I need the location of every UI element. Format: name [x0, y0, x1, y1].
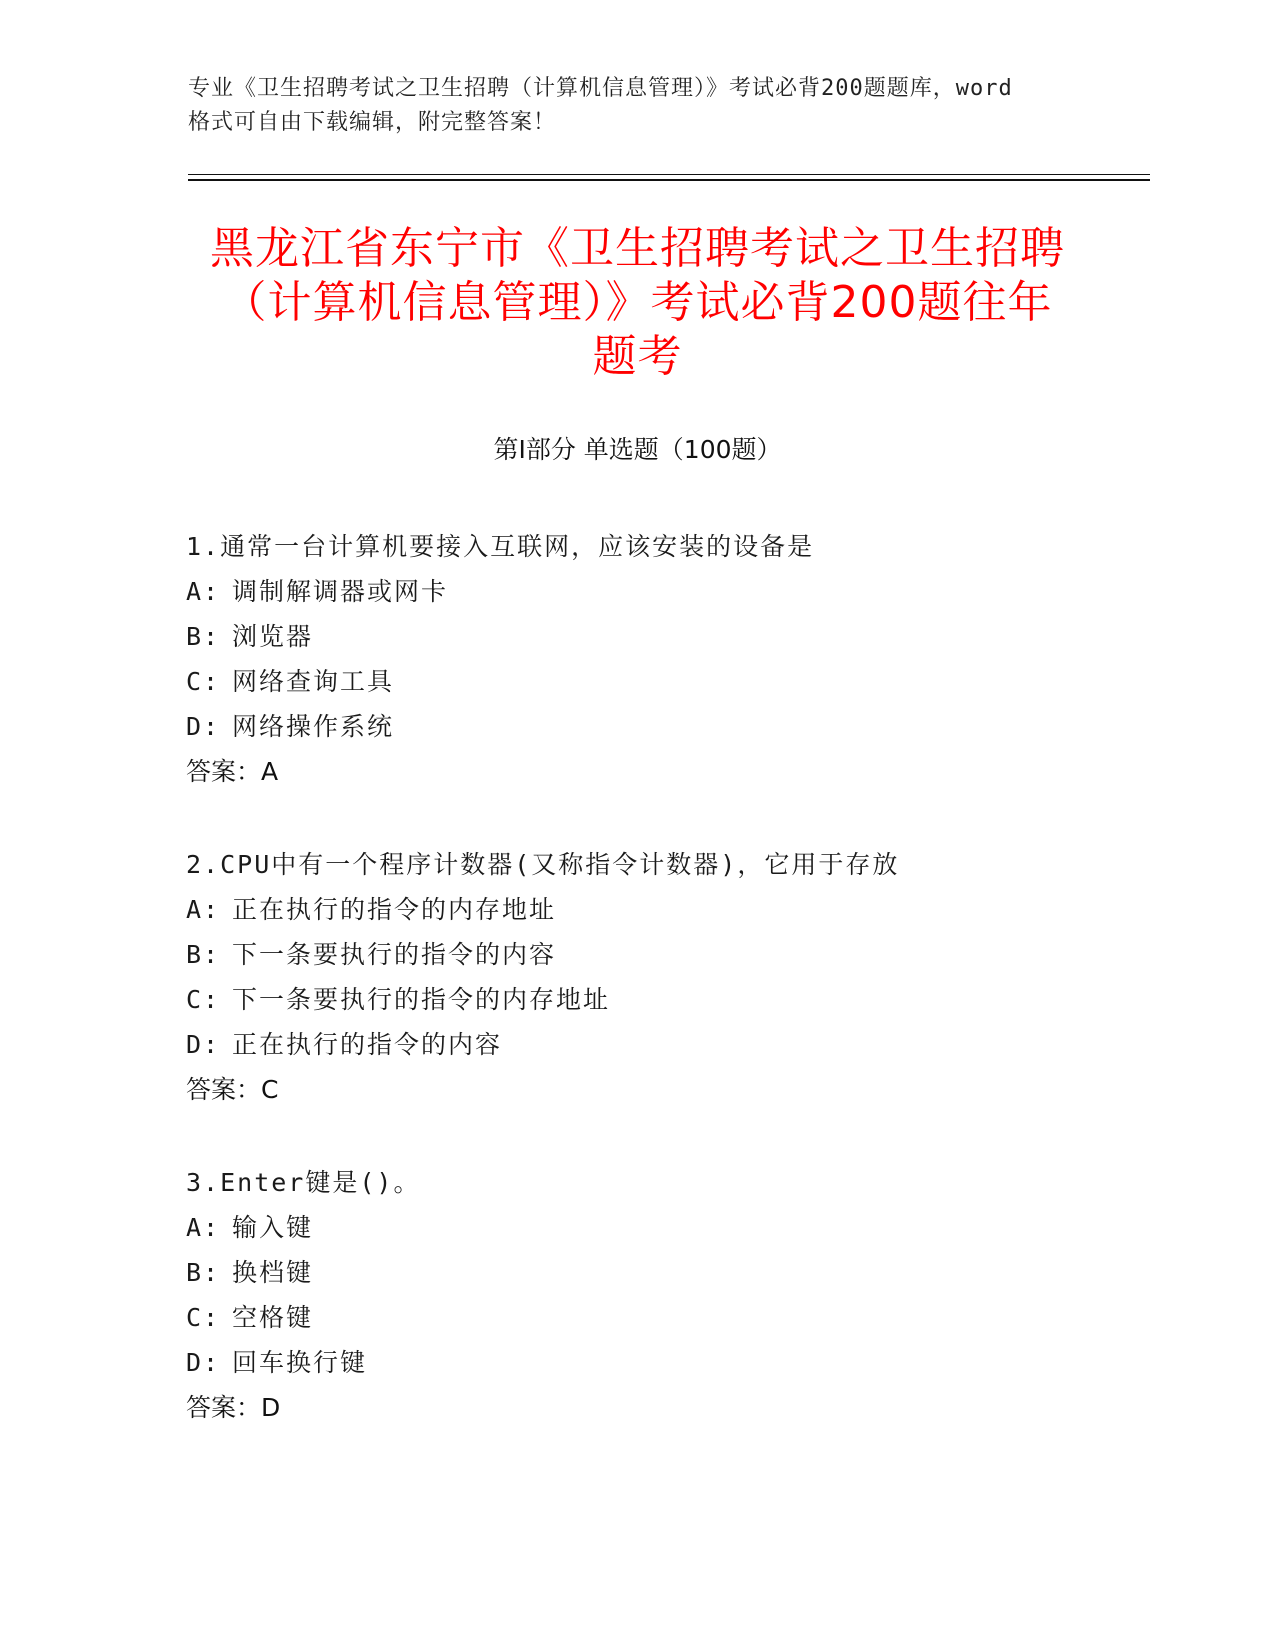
option-a: [186, 887, 1186, 932]
option-b: [186, 614, 1186, 659]
option-letter: D:: [186, 1030, 221, 1059]
option-letter: D:: [186, 712, 221, 741]
option-c: [186, 1295, 1186, 1340]
option-letter: B:: [186, 940, 221, 969]
option-text: 调制解调器或网卡: [232, 577, 449, 606]
option-letter: A:: [186, 895, 221, 924]
option-d: [186, 704, 1186, 749]
answer: 答案：A: [186, 757, 279, 786]
option-letter: A:: [186, 577, 221, 606]
header-divider-thick: [188, 179, 1150, 181]
option-c: [186, 659, 1186, 704]
document-title-line-2: （计算机信息管理）》考试必背200题往年: [222, 277, 1053, 328]
option-d: [186, 1022, 1186, 1067]
document-title-line-1: 黑龙江省东宁市《卫生招聘考试之卫生招聘: [210, 223, 1065, 274]
question-stem: 1.通常一台计算机要接入互联网，应该安装的设备是: [186, 532, 815, 561]
header-divider-thin: [188, 174, 1150, 175]
question-stem: 2.CPU中有一个程序计数器(又称指令计数器)，它用于存放: [186, 850, 900, 879]
option-a: [186, 569, 1186, 614]
option-letter: C:: [186, 985, 221, 1014]
option-b: [186, 932, 1186, 977]
document-title-line-3: 题考: [592, 331, 683, 382]
option-letter: D:: [186, 1348, 221, 1377]
option-text: 网络操作系统: [232, 712, 395, 741]
option-text: 换档键: [232, 1258, 314, 1287]
option-letter: C:: [186, 667, 221, 696]
question-stem: 3.Enter键是()。: [186, 1168, 421, 1197]
option-text: 下一条要执行的指令的内存地址: [232, 985, 611, 1014]
option-d: [186, 1340, 1186, 1385]
option-a: [186, 1205, 1186, 1250]
question-1: [186, 524, 1186, 794]
option-letter: C:: [186, 1303, 221, 1332]
option-b: [186, 1250, 1186, 1295]
option-text: 正在执行的指令的内容: [232, 1030, 503, 1059]
option-c: [186, 977, 1186, 1022]
question-3: [186, 1160, 1186, 1430]
option-text: 正在执行的指令的内存地址: [232, 895, 557, 924]
option-letter: B:: [186, 622, 221, 651]
answer: 答案：D: [186, 1393, 281, 1422]
header-note: [188, 72, 1088, 140]
header-note-line-2: 格式可自由下载编辑，附完整答案！: [188, 110, 557, 135]
option-letter: A:: [186, 1213, 221, 1242]
header-note-line-1: 专业《卫生招聘考试之卫生招聘（计算机信息管理）》考试必背200题题库，word: [188, 76, 1013, 101]
document-title: [150, 222, 1125, 384]
option-letter: B:: [186, 1258, 221, 1287]
question-2: [186, 842, 1186, 1112]
option-text: 网络查询工具: [232, 667, 395, 696]
option-text: 空格键: [232, 1303, 314, 1332]
section-title: 第Ⅰ部分 单选题（100题）: [493, 435, 782, 464]
option-text: 输入键: [232, 1213, 314, 1242]
option-text: 回车换行键: [232, 1348, 368, 1377]
option-text: 浏览器: [232, 622, 314, 651]
answer: 答案：C: [186, 1075, 279, 1104]
option-text: 下一条要执行的指令的内容: [232, 940, 557, 969]
